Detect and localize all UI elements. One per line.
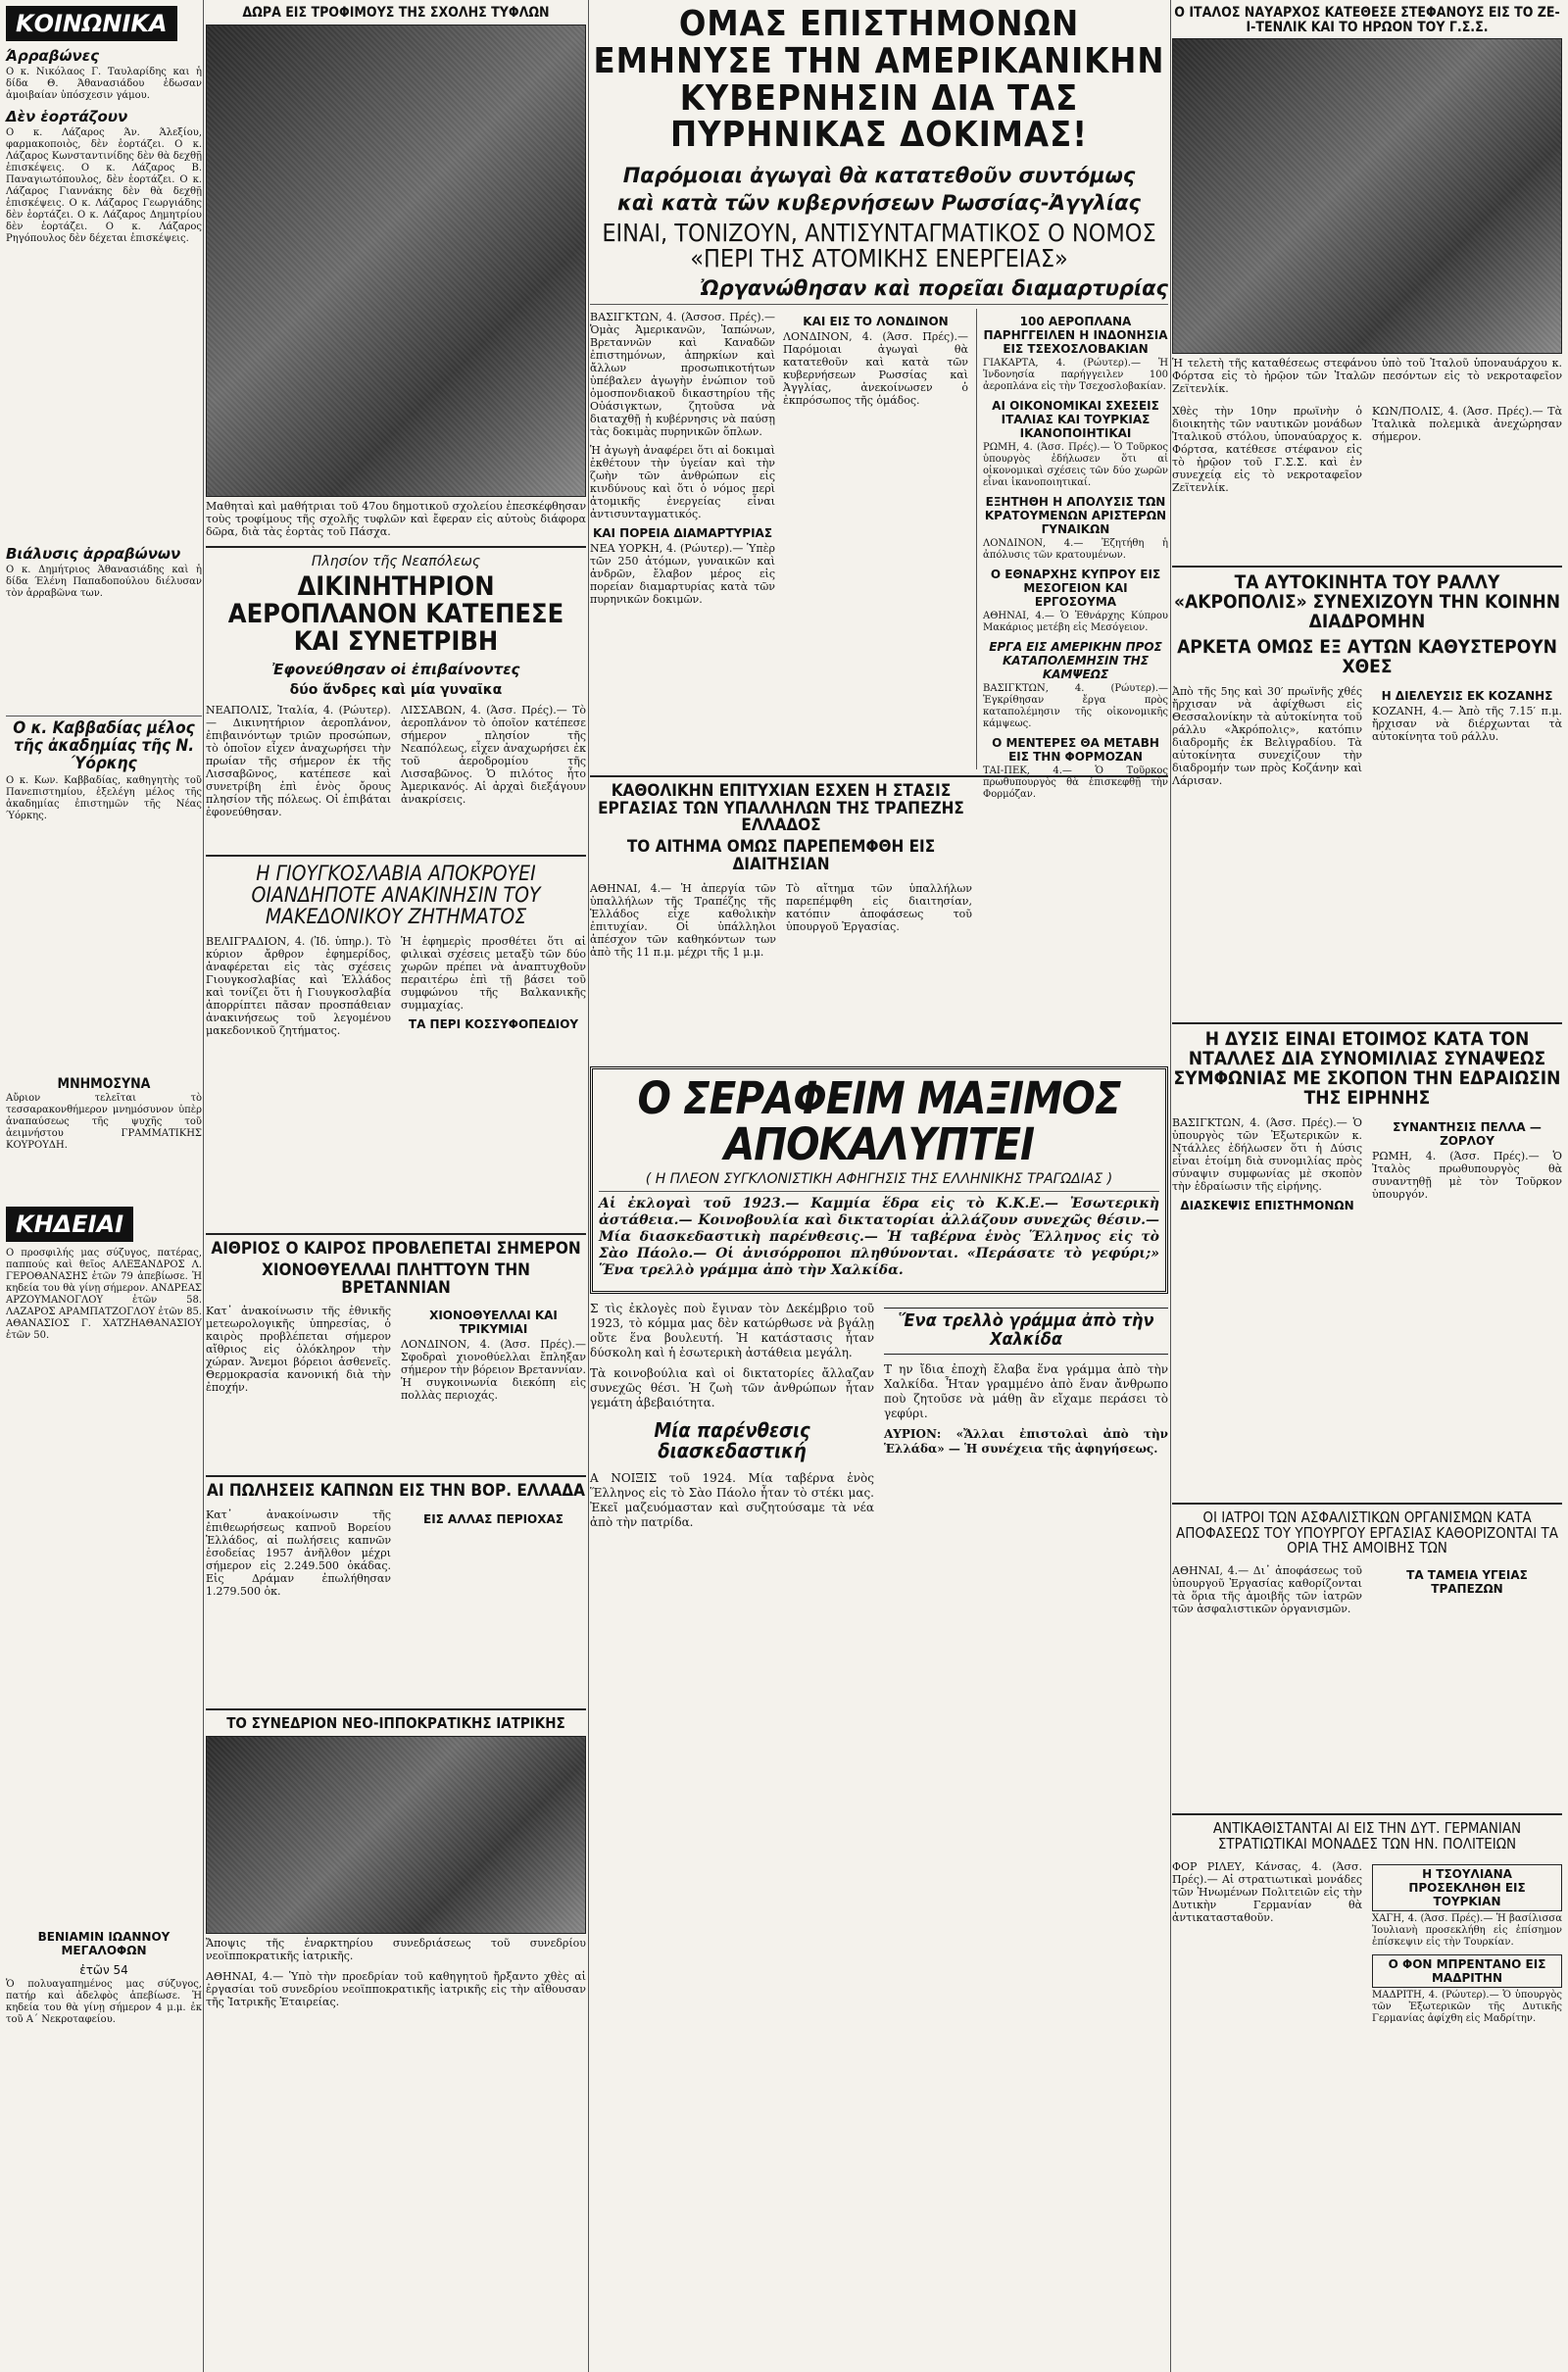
- plane-text-b: ΛΙΣΣΑΒΩΝ, 4. (Άσσ. Πρές).— Τὸ ἀεροπλάνον τὸ ὁποῖον κατέπεσε σήμερον πλησίον τῆς Νεαπόλεως, εἶχεν ἀναχωρήσει ἐκ τοῦ ἀεροδρομίου τῆς Λισσαβῶνος. Ὁ πιλότος ἦτο Ἀμερικανός. Αἱ ἀρχαὶ διεξάγουν ἀνακρίσεις.: [401, 703, 586, 806]
- last-funeral-age: ἐτῶν 54: [79, 1963, 128, 1978]
- plane-text-a: ΝΕΑΠΟΛΙΣ, Ἰταλία, 4. (Ρώυτερ).— Δικινητήριον ἀεροπλάνον, ἐπιβαινόντων τριῶν προσώπων, τὸ ὁποῖον εἶχεν ἀναχωρήσει τὴν πρωίαν τῆς σήμερον ἐκ τῆς Λισσαβῶνος, κατέπεσε καὶ συνετρίβη ἐπὶ ἑνὸς ὄρους πλησίον τῆς πόλεως. Οἱ ἐπιβάται ἐφονεύθησαν.: [206, 703, 391, 818]
- main-sub3: ΕΙΝΑΙ, ΤΟΝΙΖΟΥΝ, ΑΝΤΙΣΥΝΤΑΓΜΑΤΙΚΟΣ Ο ΝΟΜΟΣ «ΠΕΡΙ ΤΗΣ ΑΤΟΜΙΚΗΣ ΕΝΕΡΓΕΙΑΣ»: [602, 219, 1156, 273]
- congress-text: ΑΘΗΝΑΙ, 4.— Ὑπὸ τὴν προεδρίαν τοῦ καθηγητοῦ ἤρξαντο χθὲς αἱ ἐργασίαι τοῦ συνεδρίου νεοϊπποκρατικῆς ἰατρικῆς εἰς τὴν αἴθουσαν τῆς Ἰατρικῆς Ἑταιρείας.: [206, 1969, 586, 2008]
- plane-sub1: Ἐφονεύθησαν οἱ ἐπιβαίνοντες: [271, 660, 520, 678]
- germany-body: [1172, 1858, 1562, 2084]
- strike-sub: ΤΟ ΑΙΤΗΜΑ ΟΜΩΣ ΠΑΡΕΠΕΜΦΘΗ ΕΙΣ ΔΙΑΙΤΗΣΙΑΝ: [626, 837, 936, 875]
- plane-body: [206, 702, 586, 849]
- women-heading: ΕΞΗΤΗΘΗ Η ΑΠΟΛΥΣΙΣ ΤΩΝ ΚΡΑΤΟΥΜΕΝΩΝ ΑΡΙΣΤΕΡΩΝ ΓΥΝΑΙΚΩΝ: [984, 494, 1167, 536]
- engagements-label: Άρραβώνες: [6, 47, 99, 65]
- west-text-b: ΡΩΜΗ, 4. (Άσσ. Πρές).— Ὁ Ἰταλὸς πρωθυπουργὸς θὰ συναντηθῇ μὲ τὸν Τοῦρκον ὑπουργόν.: [1372, 1149, 1562, 1201]
- strike-body: [590, 880, 972, 1057]
- rally-sub: Η ΔΙΕΛΕΥΣΙΣ ΕΚ ΚΟΖΑΝΗΣ: [1381, 689, 1553, 704]
- photo-text-b: ΚΩΝ/ΠΟΛΙΣ, 4. (Άσσ. Πρές).— Τὰ Ἰταλικὰ πολεμικὰ ἀνεχώρησαν σήμερον.: [1372, 405, 1562, 444]
- seraphim-box: Ἕνα τρελλὸ γράμμα ἀπὸ τὴν Χαλκίδα: [884, 1308, 1168, 1355]
- plane-kicker: Πλησίον τῆς Νεαπόλεως: [311, 553, 481, 569]
- seraphim-paren: Μία παρένθεσις διασκεδαστική: [654, 1418, 810, 1463]
- divider: [206, 855, 586, 857]
- menderes-heading: Ο ΜΕΝΤΕΡΕΣ ΘΑ ΜΕΤΑΒΗ ΕΙΣ ΤΗΝ ΦΟΡΜΟΖΑΝ: [992, 735, 1159, 764]
- seraphim-text-c: Τ ην ἴδια ἐποχὴ ἔλαβα ἕνα γράμμα ἀπὸ τὴν Χαλκίδα. Ἦταν γραμμένο ἀπὸ ἕναν ἄνθρωπο ποὺ ζητοῦσε νὰ μάθῃ ἂν εἴχαμε περάσει τὸ γεφύρι.: [884, 1362, 1168, 1421]
- strike-heading: ΚΑΘΟΛΙΚΗΝ ΕΠΙΤΥΧΙΑΝ ΕΣΧΕΝ Η ΣΤΑΣΙΣ ΕΡΓΑΣΙΑΣ ΤΩΝ ΥΠΑΛΛΗΛΩΝ ΤΗΣ ΤΡΑΠΕΖΗΣ ΕΛΛΑΔΟΣ: [598, 780, 964, 836]
- notice-title: Ο κ. Καββαδίας μέλος τῆς ἀκαδημίας τῆς Ν. Ύόρκης: [13, 718, 195, 773]
- photo-text: Χθὲς τὴν 10ην πρωϊνὴν ὁ διοικητὴς τῶν ναυτικῶν μονάδων Ἰταλικοῦ στόλου, ὑποναύαρχος κ. Φόρτσα, κατέθεσε στέφανον εἰς τὸ ἡρῷον τοῦ Γ.Σ.Σ. καὶ ἐν συνεχείᾳ εἰς τὸ νεκροταφεῖον Ζεϊτενλίκ.: [1172, 405, 1362, 495]
- weather-heading-2: ΧΙΟΝΟΘΥΕΛΛΑΙ ΠΛΗΤΤΟΥΝ ΤΗΝ ΒΡΕΤΑΝΝΙΑΝ: [262, 1260, 530, 1298]
- seraphim-body: [590, 1300, 1168, 2143]
- main-sub5: ΚΑΙ ΠΟΡΕΙΑ ΔΙΑΜΑΡΤΥΡΙΑΣ: [592, 525, 773, 540]
- strike-text-a: ΑΘΗΝΑΙ, 4.— Ἡ ἀπεργία τῶν ὑπαλλήλων τῆς Τραπέζης τῆς Ἑλλάδος εἶχε καθολικὴν ἐπιτυχίαν. Οἱ ὑπάλληλοι ἀπέσχον τῶν καθηκόντων των ἀπὸ τῆς 11 π.μ. μέχρι τῆς 1 μ.μ.: [590, 881, 776, 959]
- weather-body: [206, 1303, 586, 1469]
- briefs-column: [976, 309, 1168, 800]
- strike-block: [590, 780, 972, 1057]
- funerals-text: Ο προσφιλής μας σύζυγος, πατέρας, παππούς καὶ θεῖος ΑΛΕΞΑΝΔΡΟΣ Λ. ΓΕΡΟΘΑΝΑΣΗΣ ἐτῶν 79 ἀπεβίωσε. Ἡ κηδεία του θὰ γίνῃ σήμερον. ΑΝΔΡΕΑΣ ΑΡΖΟΥΜΑΝΟΓΛΟΥ ἐτῶν 58. ΛΑΖΑΡΟΣ ΑΡΑΜΠΑΤΖΟΓΛΟΥ ἐτῶν 85. ΑΘΑΝΑΣΙΟΣ Γ. ΧΑΤΖΗΑΘΑΝΑΣΙΟΥ ἐτῶν 50.: [6, 1248, 202, 1342]
- tobacco-heading: ΑΙ ΠΩΛΗΣΕΙΣ ΚΑΠΝΩΝ ΕΙΣ ΤΗΝ ΒΟΡ. ΕΛΛΑΔΑ: [207, 1481, 585, 1502]
- column-local-news: [206, 0, 586, 2014]
- women-text: ΛΟΝΔΙΝΟΝ, 4.— Ἐζητήθη ἡ ἀπόλυσις τῶν κρατουμένων.: [983, 537, 1168, 561]
- cyprus-text: ΑΘΗΝΑΙ, 4.— Ὁ Ἐθνάρχης Κύπρου Μακάριος μετέβη εἰς Μεσόγειον.: [983, 610, 1168, 633]
- divider: [1172, 1503, 1562, 1505]
- main-body: [590, 309, 1168, 800]
- menderes-text: ΤΑΙ-ΠΕΚ, 4.— Ὁ Τοῦρκος πρωθυπουργὸς θὰ ἐπισκεφθῇ τὴν Φορμόζαν.: [983, 765, 1168, 800]
- italy-heading: ΑΙ ΟΙΚΟΝΟΜΙΚΑΙ ΣΧΕΣΕΙΣ ΙΤΑΛΙΑΣ ΚΑΙ ΤΟΥΡΚΙΑΣ ΙΚΑΝΟΠΟΙΗΤΙΚΑΙ: [992, 398, 1159, 440]
- rally-heading-1: ΤΑ ΑΥΤΟΚΙΝΗΤΑ ΤΟΥ ΡΑΛΛΥ «ΑΚΡΟΠΟΛΙΣ» ΣΥΝΕΧΙΖΟΥΝ ΤΗΝ ΚΟΙΝΗΝ ΔΙΑΔΡΟΜΗΝ: [1173, 571, 1561, 633]
- tobacco-body: [206, 1507, 586, 1703]
- insurance-text: ΑΘΗΝΑΙ, 4.— Δι᾿ ἀποφάσεως τοῦ ὑπουργοῦ Ἐργασίας καθορίζονται τὰ ὅρια τῆς ἀμοιβῆς τῶν ἰατρῶν τῶν ἀσφαλιστικῶν ὀργανισμῶν.: [1172, 1564, 1362, 1616]
- social-masthead: [6, 6, 202, 41]
- divider: [599, 1191, 1159, 1192]
- main-text-c: ΚΑΙ ΕΙΣ ΤΟ ΛΟΝΔΙΝΟΝ: [803, 314, 949, 328]
- west-sub: ΣΥΝΑΝΤΗΣΙΣ ΠΕΛΛΑ — ΖΟΡΛΟΥ: [1393, 1119, 1542, 1148]
- column-world-news: [1172, 0, 1562, 2084]
- weddings-text: Ο κ. Δημήτριος Άθανασιάδης καὶ ἡ δίδα Έλένη Παπαδοπούλου διέλυσαν τὸν ἀρραβῶνα των.: [6, 565, 202, 599]
- divider: [206, 1475, 586, 1477]
- seraphim-text-e: ΑΥΡΙΟΝ: «Ἄλλαι ἐπιστολαὶ ἀπὸ τὴν Ἑλλάδα» — Ἡ συνέχεια τῆς ἀφηγήσεως.: [884, 1427, 1168, 1457]
- photo-caption: Ἡ τελετὴ τῆς καταθέσεως στεφάνου ὑπὸ τοῦ Ἰταλοῦ ὑποναυάρχου κ. Φόρτσα εἰς τὸ ἡρῷον τῶν Ἰταλῶν πεσόντων εἰς τὸ νεκροταφεῖον Ζεϊτενλίκ.: [1172, 357, 1562, 396]
- main-sub1: Παρόμοιαι ἀγωγαὶ θὰ κατατεθοῦν συντόμως: [622, 164, 1136, 188]
- weather-text: Κατ᾿ ἀνακοίνωσιν τῆς ἐθνικῆς μετεωρολογικῆς ὑπηρεσίας, ὁ καιρὸς προβλέπεται σήμερον αἴθριος εἰς ὁλόκληρον τὴν χώραν. Ἄνεμοι βόρειοι ἀσθενεῖς. Θερμοκρασία κανονική διὰ τὴν ἐποχήν.: [206, 1305, 391, 1395]
- social-title: ΚΟΙΝΩΝΙΚΑ: [6, 6, 177, 41]
- plane-sub2: δύο ἄνδρες καὶ μία γυναῖκα: [289, 681, 503, 698]
- engagement-text: Ο κ. Νικόλαος Γ. Ταυλαρίδης και ἡ δίδα Θ. Άθανασιάδου ἐδωσαν ἀμοιβαίαν ὑπόσχεσιν γάμου.: [6, 67, 202, 101]
- divider: [1172, 1022, 1562, 1024]
- rally-body: [1172, 683, 1562, 1016]
- photo1-heading: ΔΩΡΑ ΕΙΣ ΤΡΟΦΙΜΟΥΣ ΤΗΣ ΣΧΟΛΗΣ ΤΥΦΛΩΝ: [242, 5, 550, 21]
- indo-heading: 100 ΑΕΡΟΠΛΑΝΑ ΠΑΡΗΓΓΕΙΛΕΝ Η ΙΝΔΟΝΗΣΙΑ ΕΙΣ ΤΣΕΧΟΣΛΟΒΑΚΙΑΝ: [983, 314, 1168, 356]
- blind-school-photo: [206, 25, 586, 497]
- germany-text: ΦΟΡ ΡΙΛΕΥ, Κάνσας, 4. (Άσσ. Πρές).— Αἱ στρατιωτικαὶ μονάδες τῶν Ἡνωμένων Πολιτειῶν εἰς τὴν Δυτικὴν Γερμανίαν θὰ ἀντικατασταθοῦν.: [1172, 1859, 1362, 1924]
- column-divider: [1170, 0, 1171, 2372]
- divider: [6, 716, 202, 717]
- main-text-e: ΝΕΑ ΥΟΡΚΗ, 4. (Ρώυτερ).— Ὑπὲρ τῶν 250 ἀτόμων, γυναικῶν καὶ ἀνδρῶν, ἔλαβον μέρος εἰς πορείαν διαμαρτυρίας κατὰ τῶν πυρηνικῶν δοκιμῶν.: [590, 541, 775, 606]
- camp-text: ΒΑΣΙΓΚΤΩΝ, 4. (Ρώυτερ).— Ἐγκρίθησαν ἔργα πρὸς καταπολέμησιν τῆς οἰκονομικῆς κάμψεως.: [983, 682, 1168, 729]
- seraphim-text-d: Α ΝΟΙΞΙΣ τοῦ 1924. Μία ταβέρνα ἑνὸς Ἕλληνος εἰς τὸ Σὰο Πάολο ἦταν τὸ στέκι μας. Ἐκεῖ μαζευόμασταν καὶ συζητούσαμε τὰ νέα ἀπὸ τὴν πατρίδα.: [590, 1471, 874, 1530]
- main-sub4: Ὠργανώθησαν καὶ πορεῖαι διαμαρτυρίας: [700, 275, 1168, 300]
- seraphim-text-b: Τὰ κοινοβούλια καὶ οἱ δικτατορίες ἄλλαζαν συνεχῶς θέσι. Ἡ ζωὴ τῶν ἀνθρώπων ἦταν γεμάτη ἀβεβαιότητα.: [590, 1366, 874, 1410]
- strike-text-b: Τὸ αἴτημα τῶν ὑπαλλήλων παρεπέμφθη εἰς διαιτησίαν, κατόπιν ἀποφάσεως τοῦ ὑπουργοῦ Ἐργασίας.: [786, 881, 972, 933]
- divider: [206, 1233, 586, 1235]
- congress-photo: [206, 1736, 586, 1934]
- italy-text: ΡΩΜΗ, 4. (Άσσ. Πρές).— Ὁ Τοῦρκος ὑπουργὸς ἐδήλωσεν ὅτι αἱ οἰκονομικαὶ σχέσεις τῶν δύο χωρῶν εἶναι ἱκανοποιητικαί.: [983, 441, 1168, 488]
- weather-heading-1: ΑΙΘΡΙΟΣ Ο ΚΑΙΡΟΣ ΠΡΟΒΛΕΠΕΤΑΙ ΣΗΜΕΡΟΝ: [211, 1238, 581, 1259]
- insurance-sub: ΤΑ ΤΑΜΕΙΑ ΥΓΕΙΑΣ ΤΡΑΠΕΖΩΝ: [1406, 1568, 1528, 1597]
- west-heading: Η ΔΥΣΙΣ ΕΙΝΑΙ ΕΤΟΙΜΟΣ ΚΑΤΑ ΤΟΝ ΝΤΑΛΛΕΣ ΔΙΑ ΣΥΝΟΜΙΛΙΑΣ ΣΥΝΑΨΕΩΣ ΣΥΜΦΩΝΙΑΣ ΜΕ ΣΚΟΠΟΝ ΤΗΝ ΕΔΡΑΙΩΣΙΝ ΤΗΣ ΕΙΡΗΝΗΣ: [1173, 1028, 1561, 1109]
- last-funeral-name: ΒΕΝΙΑΜΙΝ ΙΩΑΝΝΟΥ ΜΕΓΑΛΟΦΩΝ: [37, 1930, 171, 1958]
- main-sub2: καὶ κατὰ τῶν κυβερνήσεων Ρωσσίας-Ἀγγλίας: [617, 191, 1141, 216]
- seraphim-sub: ( Η ΠΛΕΟΝ ΣΥΓΚΛΟΝΙΣΤΙΚΗ ΑΦΗΓΗΣΙΣ ΤΗΣ ΕΛΛΗΝΙΚΗΣ ΤΡΑΓΩΔΙΑΣ ): [645, 1171, 1113, 1188]
- weddings-label: Βιάλυσις ἀρραβώνων: [6, 545, 181, 563]
- main-text-a: ΒΑΣΙΓΚΤΩΝ, 4. (Άσσοσ. Πρές).— Ὁμὰς Ἀμερικανῶν, Ἰαπώνων, Βρεταννῶν καὶ Καναδῶν ἐπιστημόνων, ἀπηρκίων καὶ ἄλλων προσωπικοτήτων ὑπέβαλεν ἀγωγὴν ἐνώπιον τοῦ ὁμοσπονδιακοῦ δικαστηρίου τῆς Οὐάσιγκτων, ζητοῦσα νὰ διαταχθῇ ἡ κυβέρνησις νὰ παύσῃ τὰς δοκιμὰς πυρηνικῶν ὅπλων.: [590, 310, 775, 438]
- admiral-body: [1172, 403, 1562, 560]
- yugo-sub: ΤΑ ΠΕΡΙ ΚΟΣΣΥΦΟΠΕΔΙΟΥ: [408, 1016, 579, 1031]
- brando-text: ΜΑΔΡΙΤΗ, 4. (Ρώυτερ).— Ὁ ὑπουργὸς τῶν Ἐξωτερικῶν τῆς Δυτικῆς Γερμανίας ἀφίχθη εἰς Μαδρίτην.: [1372, 1989, 1562, 2024]
- plane-heading: ΔΙΚΙΝΗΤΗΡΙΟΝ ΑΕΡΟΠΛΑΝΟΝ ΚΑΤΕΠΕΣΕ ΚΑΙ ΣΥΝΕΤΡΙΒΗ: [227, 570, 564, 658]
- insurance-body: [1172, 1562, 1562, 1807]
- divider: [1172, 1813, 1562, 1815]
- last-funeral-text: Ὁ πολυαγαπημένος μας σύζυγος, πατήρ καὶ ἀδελφὸς ἀπεβίωσε. Ἡ κηδεία του θὰ γίνῃ σήμερον 4 μ.μ. ἐκ τοῦ Α΄ Νεκροταφείου.: [6, 1979, 202, 2026]
- west-text: ΒΑΣΙΓΚΤΩΝ, 4. (Άσσ. Πρές).— Ὁ ὑπουργὸς τῶν Ἐξωτερικῶν κ. Ντάλλες ἐδήλωσεν ὅτι ἡ Δύσις εἶναι ἑτοίμη διὰ συνομιλίας πρὸς σύναψιν συμφωνίας μὲ σκοπὸν τὴν ἑδραίωσιν τῆς εἰρήνης.: [1172, 1115, 1362, 1193]
- yugo-text-a: ΒΕΛΙΓΡΑΔΙΟΝ, 4. (Ἰδ. ὑπηρ.). Τὸ κύριον ἄρθρον ἐφημερίδος, ἀναφέρεται εἰς τὰς σχέσεις Γιουγκοσλαβίας καὶ Ἑλλάδος καὶ τονίζει ὅτι ἡ Γιουγκοσλαβία ἀπορρίπτει πᾶσαν προσπάθειαν ἀνακινήσεως τοῦ λεγομένου μακεδονικοῦ ζητήματος.: [206, 934, 391, 1037]
- tobacco-sub: ΕΙΣ ΑΛΛΑΣ ΠΕΡΙΟΧΑΣ: [423, 1512, 564, 1527]
- no-celebrate-text: Ο κ. Λάζαρος Άν. Άλεξίου, φαρμακοποιὸς, δὲν ἑορτάζει. Ο κ. Λάζαρος Κωνσταντινίδης δὲν θὰ δεχθῇ ἐπισκέψεις. Ο κ. Λάζαρος Β. Παναγιωτόπουλος, δὲν ἑορτάζει. Ο κ. Λάζαρος Γιαννάκης δὲν θὰ δεχθῇ ἐπισκέψεις. Ο κ. Λάζαρος Γεωργιάδης δὲν ἑορτάζει. Ο κ. Λάζαρος Δημητρίου δὲν ἑορτάζει. Ο κ. Λάζαρος Ρηγόπουλος δὲν δέχεται ἐπισκέψεις.: [6, 127, 202, 244]
- funerals-masthead: [6, 1207, 202, 1242]
- main-heading: ΟΜΑΣ ΕΠΙΣΤΗΜΟΝΩΝ ΕΜΗΝΥΣΕ ΤΗΝ ΑΜΕΡΙΚΑΝΙΚΗΝ ΚΥΒΕΡΝΗΣΙΝ ΔΙΑ ΤΑΣ ΠΥΡΗΝΙΚΑΣ ΔΟΚΙΜΑΣ!: [593, 4, 1165, 156]
- photo-heading: Ο ΙΤΑΛΟΣ ΝΑΥΑΡΧΟΣ ΚΑΤΕΘΕΣΕ ΣΤΕΦΑΝΟΥΣ ΕΙΣ ΤΟ ΖΕ-Ι-ΤΕΝΛΙΚ ΚΑΙ ΤΟ ΗΡΩΟΝ ΤΟΥ Γ.Σ.Σ.: [1174, 5, 1560, 35]
- memorial-text: Αὔριον τελεῖται τὸ τεσσαρακονθήμερον μνημόσυνον ὑπὲρ ἀναπαύσεως τῆς ψυχῆς τοῦ ἀειμνήστου ΓΡΑΜΜΑΤΙΚΗΣ ΚΟΥΡΟΥΔΗ.: [6, 1093, 202, 1152]
- brando-heading: Ο ΦΟΝ ΜΠΡΕΝΤΑΝΟ ΕΙΣ ΜΑΔΡΙΤΗΝ: [1372, 1954, 1562, 1988]
- west-body: [1172, 1114, 1562, 1497]
- column-divider: [203, 0, 204, 2372]
- tsouliana-text: ΧΑΓΗ, 4. (Άσσ. Πρές).— Ἡ βασίλισσα Ἰουλιανὴ προσεκλήθη εἰς ἐπίσημον ἐπίσκεψιν εἰς τὴν Τουρκίαν.: [1372, 1912, 1562, 1948]
- tsouliana-heading: Η ΤΣΟΥΛΙΑΝΑ ΠΡΟΣΕΚΛΗΘΗ ΕΙΣ ΤΟΥΡΚΙΑΝ: [1372, 1864, 1562, 1911]
- seraphim-text-a: Σ τὶς ἐκλογὲς ποὺ ἔγιναν τὸν Δεκέμβριο τοῦ 1923, τὸ κόμμα μας δὲν κατώρθωσε νὰ βγάλῃ οὔτε ἕνα βουλευτή. Ἡ κατάστασις ἦταν δύσκολη καὶ ἡ ἐσωτερικὴ ἀστάθεια μεγάλη.: [590, 1302, 874, 1360]
- tobacco-text: Κατ᾿ ἀνακοίνωσιν τῆς ἐπιθεωρήσεως καπνοῦ Βορείου Ἑλλάδος, αἱ πωλήσεις καπνῶν ἐσοδείας 1957 ἀνῆλθον μέχρι σήμερον εἰς 2.249.500 ὀκάδας. Εἰς Δράμαν ἐπωλήθησαν 1.279.500 ὀκ.: [206, 1508, 391, 1599]
- divider: [1172, 566, 1562, 568]
- weather-text-b: ΛΟΝΔΙΝΟΝ, 4. (Άσσ. Πρές).— Σφοδραὶ χιονοθύελλαι ἔπληξαν σήμερον τὴν βόρειον Βρεταννίαν. Ἡ συγκοινωνία διεκόπη εἰς πολλὰς περιοχάς.: [401, 1338, 586, 1403]
- insurance-heading: ΟΙ ΙΑΤΡΟΙ ΤΩΝ ΑΣΦΑΛΙΣΤΙΚΩΝ ΟΡΓΑΝΙΣΜΩΝ ΚΑΤΑ ΑΠΟΦΑΣΕΩΣ ΤΟΥ ΥΠΟΥΡΓΟΥ ΕΡΓΑΣΙΑΣ ΚΑΘΟΡΙΖΟΝΤΑΙ ΤΑ ΟΡΙΑ ΤΗΣ ΑΜΟΙΒΗΣ ΤΩΝ: [1176, 1507, 1558, 1557]
- memorial-label: ΜΝΗΜΟΣΥΝΑ: [57, 1075, 151, 1092]
- notice-text: Ο κ. Κων. Καββαδίας, καθηγητὴς τοῦ Πανεπιστημίου, ἐξελέγη μέλος τῆς ἀκαδημίας ἐπιστημῶν τῆς Νέας Ύόρκης.: [6, 774, 202, 821]
- divider: [206, 1708, 586, 1710]
- cyprus-heading: Ο ΕΘΝΑΡΧΗΣ ΚΥΠΡΟΥ ΕΙΣ ΜΕΣΟΓΕΙΟΝ ΚΑΙ ΕΡΓΟΣΟΥΜΑ: [990, 567, 1161, 609]
- main-text-b: Ἡ ἀγωγὴ ἀναφέρει ὅτι αἱ δοκιμαὶ ἐκθέτουν τὴν ὑγείαν καὶ τὴν ζωὴν τῶν ἀνθρώπων εἰς κινδύνους καὶ ὅτι ὁ νόμος περὶ ἀτομικῆς ἐνεργείας εἶναι ἀντισυνταγματικός.: [590, 443, 775, 520]
- main-text-d: ΛΟΝΔΙΝΟΝ, 4. (Άσσ. Πρές).— Παρόμοιαι ἀγωγαὶ θὰ κατατεθοῦν καὶ κατὰ τῶν κυβερνήσεων Ρωσσίας καὶ Ἀγγλίας, ἀνεκοίνωσεν ὁ ἐκπρόσωπος τῆς ὁμάδος.: [783, 329, 968, 407]
- weather-sub: ΧΙΟΝΟΘΥΕΛΛΑΙ ΚΑΙ ΤΡΙΚΥΜΙΑΙ: [429, 1309, 558, 1337]
- no-celebrate-label: Δὲν ἑορτάζουν: [6, 108, 128, 125]
- congress-heading: ΤΟ ΣΥΝΕΔΡΙΟΝ ΝΕΟ-ΙΠΠΟΚΡΑΤΙΚΗΣ ΙΑΤΡΙΚΗΣ: [226, 1714, 565, 1733]
- rally-text: Ἀπὸ τῆς 5ης καὶ 30′ πρωϊνῆς χθές ἤρχισαν νὰ ἀφίχθωσι εἰς Θεσσαλονίκην τὰ αὐτοκίνητα τοῦ ράλλυ «Ἀκρόπολις», κατόπιν διαδρομῆς ἐκ Βελιγραδίου. Τὰ αὐτοκίνητα συνεχίζουν τὴν διαδρομήν των πρὸς Κοζάνην καὶ Λάρισαν.: [1172, 685, 1362, 788]
- funerals-label: ΚΗΔΕΙΑΙ: [6, 1207, 133, 1242]
- column-front-page: [590, 0, 1168, 2143]
- yugo-body: [206, 933, 586, 1227]
- indo-text: ΓΙΑΚΑΡΤΑ, 4. (Ρώυτερ).— Ἡ Ἰνδονησία παρήγγειλεν 100 ἀεροπλάνα εἰς τὴν Τσεχοσλοβακίαν.: [983, 357, 1168, 392]
- west-sub2: ΔΙΑΣΚΕΨΙΣ ΕΠΙΣΤΗΜΟΝΩΝ: [1180, 1198, 1354, 1212]
- seraphim-lead: Αἱ ἐκλογαὶ τοῦ 1923.— Καμμία ἕδρα εἰς τὸ Κ.Κ.Ε.— Ἐσωτερικὴ ἀστάθεια.— Κοινοβουλία καὶ δικτατορίαι ἀλλάζουν συνεχῶς θέσιν.— Μία διασκεδαστικὴ παρένθεσις.— Ἡ ταβέρνα ἑνὸς Ἕλληνος εἰς τὸ Σὰο Πάολο.— Οἱ ἀνισόρροποι πληθύνονται. «Περάσατε τὸ γεφύρι;» Ἕνα τρελλὸ γράμμα ἀπὸ τὴν Χαλκίδα.: [599, 1196, 1159, 1279]
- yugo-text-b: Ἡ ἐφημερὶς προσθέτει ὅτι αἱ φιλικαὶ σχέσεις μεταξὺ τῶν δύο χωρῶν πρέπει νὰ ἀναπτυχθοῦν περαιτέρω ἐπὶ τῇ βάσει τοῦ συμφώνου τῆς Βαλκανικῆς συμμαχίας.: [401, 934, 586, 1012]
- divider: [590, 304, 1168, 305]
- seraphim-feature: [590, 1066, 1168, 1295]
- camp-heading: ΕΡΓΑ ΕΙΣ ΑΜΕΡΙΚΗΝ ΠΡΟΣ ΚΑΤΑΠΟΛΕΜΗΣΙΝ ΤΗΣ ΚΑΜΨΕΩΣ: [989, 639, 1162, 681]
- column-social: [6, 0, 202, 2028]
- divider: [206, 546, 586, 548]
- rally-text-b: ΚΟΖΑΝΗ, 4.— Ἀπὸ τῆς 7.15′ π.μ. ἤρχισαν νὰ διέρχωνται τὰ αὐτοκίνητα τοῦ ράλλυ.: [1372, 705, 1562, 744]
- seraphim-heading: Ο ΣΕΡΑΦΕΙΜ ΜΑΞΙΜΟΣ ΑΠΟΚΑΛΥΠΤΕΙ: [637, 1071, 1121, 1171]
- photo1-caption: Μαθηταὶ καὶ μαθήτριαι τοῦ 47ου δημοτικοῦ σχολείου ἐπεσκέφθησαν τοὺς τροφίμους τῆς σχολῆς τυφλῶν καὶ ἔφεραν εἰς αὐτοὺς διάφορα δῶρα, διὰ τὰς ἑορτὰς τοῦ Πάσχα.: [206, 499, 586, 538]
- yugo-heading: Η ΓΙΟΥΓΚΟΣΛΑΒΙΑ ΑΠΟΚΡΟΥΕΙ ΟΙΑΝΔΗΠΟΤΕ ΑΝΑΚΙΝΗΣΙΝ ΤΟΥ ΜΑΚΕΔΟΝΙΚΟΥ ΖΗΤΗΜΑΤΟΣ: [251, 861, 541, 928]
- admiral-photo: [1172, 38, 1562, 354]
- congress-caption: Ἄποψις τῆς ἐναρκτηρίου συνεδριάσεως τοῦ συνεδρίου νεοϊπποκρατικῆς ἰατρικῆς.: [206, 1936, 586, 1962]
- rally-heading-2: ΑΡΚΕΤΑ ΟΜΩΣ ΕΞ ΑΥΤΩΝ ΚΑΘΥΣΤΕΡΟΥΝ ΧΘΕΣ: [1177, 636, 1557, 678]
- column-divider: [588, 0, 589, 2372]
- germany-heading: ΑΝΤΙΚΑΘΙΣΤΑΝΤΑΙ ΑΙ ΕΙΣ ΤΗΝ ΔΥΤ. ΓΕΡΜΑΝΙΑΝ ΣΤΡΑΤΙΩΤΙΚΑΙ ΜΟΝΑΔΕΣ ΤΩΝ ΗΝ. ΠΟΛΙΤΕΙΩΝ: [1212, 1819, 1522, 1853]
